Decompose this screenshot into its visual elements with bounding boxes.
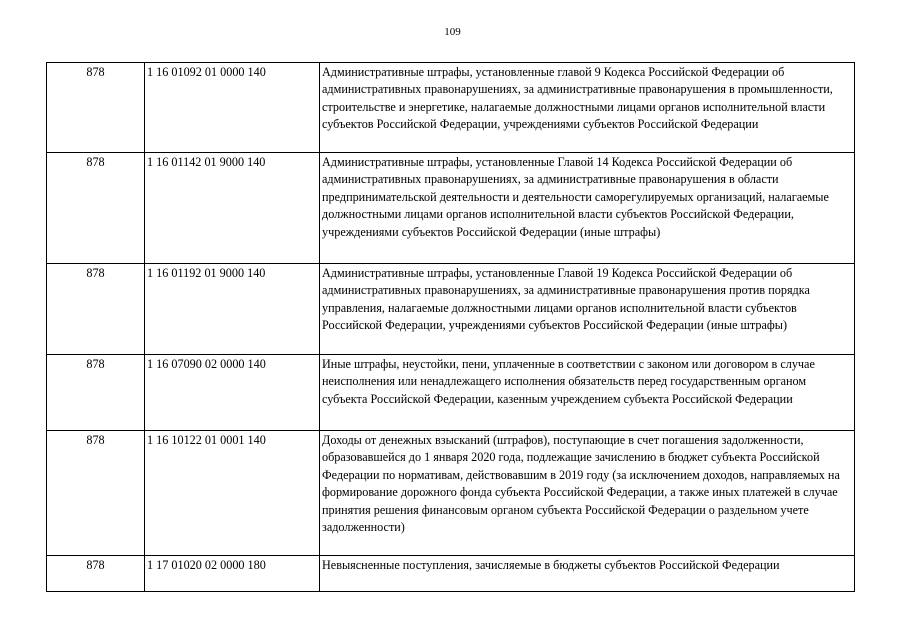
admin-code-cell: 878 [47,63,145,153]
budget-code-cell: 1 16 01192 01 9000 140 [145,264,320,355]
description-cell: Иные штрафы, неустойки, пени, уплаченные в соответствии с законом или договором в случае неисполнения или ненадлежащего исполнения обязательств перед государственным органом субъекта Российской Федерации, казенным учреждением субъекта Российской Федерации [320,355,855,431]
description-cell: Доходы от денежных взысканий (штрафов), поступающие в счет погашения задолженности, образовавшейся до 1 января 2020 года, подлежащие зачислению в бюджет субъекта Российской Федерации по нормативам, действовавшим в 2019 году (за исключением доходов, направляемых на формирование дорожного фонда субъекта Российской Федерации, а также иных платежей в случае принятия решения финансовым органом субъекта Российской Федерации о раздельном учете задолженности) [320,431,855,556]
description-cell: Невыясненные поступления, зачисляемые в бюджеты субъектов Российской Федерации [320,556,855,592]
budget-code-cell: 1 16 01092 01 0000 140 [145,63,320,153]
table-row [47,431,855,556]
description-cell: Административные штрафы, установленные Главой 14 Кодекса Российской Федерации об административных правонарушениях, за административные правонарушения в области предпринимательской деятельности и деятельности саморегулируемых организаций, налагаемые должностными лицами органов исполнительной власти субъектов Российской Федерации, учреждениями субъектов Российской Федерации (иные штрафы) [320,153,855,264]
admin-code-cell: 878 [47,556,145,592]
table-row [47,556,855,592]
page-number: 109 [444,26,461,38]
budget-code-cell: 1 17 01020 02 0000 180 [145,556,320,592]
description-cell: Административные штрафы, установленные Главой 19 Кодекса Российской Федерации об административных правонарушениях, за административные правонарушения против порядка управления, налагаемые должностными лицами органов исполнительной власти субъектов Российской Федерации, учреждениями субъектов Российской Федерации (иные штрафы) [320,264,855,355]
table-row [47,153,855,264]
budget-code-cell: 1 16 10122 01 0001 140 [145,431,320,556]
table-row [47,63,855,153]
admin-code-cell: 878 [47,431,145,556]
budget-code-cell: 1 16 01142 01 9000 140 [145,153,320,264]
budget-code-cell: 1 16 07090 02 0000 140 [145,355,320,431]
table-row [47,355,855,431]
table-row [47,264,855,355]
admin-code-cell: 878 [47,264,145,355]
revenue-codes-table [46,62,855,592]
description-cell: Административные штрафы, установленные главой 9 Кодекса Российской Федерации об административных правонарушениях, за административные правонарушения в промышленности, строительстве и энергетике, налагаемые должностными лицами органов исполнительной власти субъектов Российской Федерации, учреждениями субъектов Российской Федерации [320,63,855,153]
admin-code-cell: 878 [47,153,145,264]
admin-code-cell: 878 [47,355,145,431]
